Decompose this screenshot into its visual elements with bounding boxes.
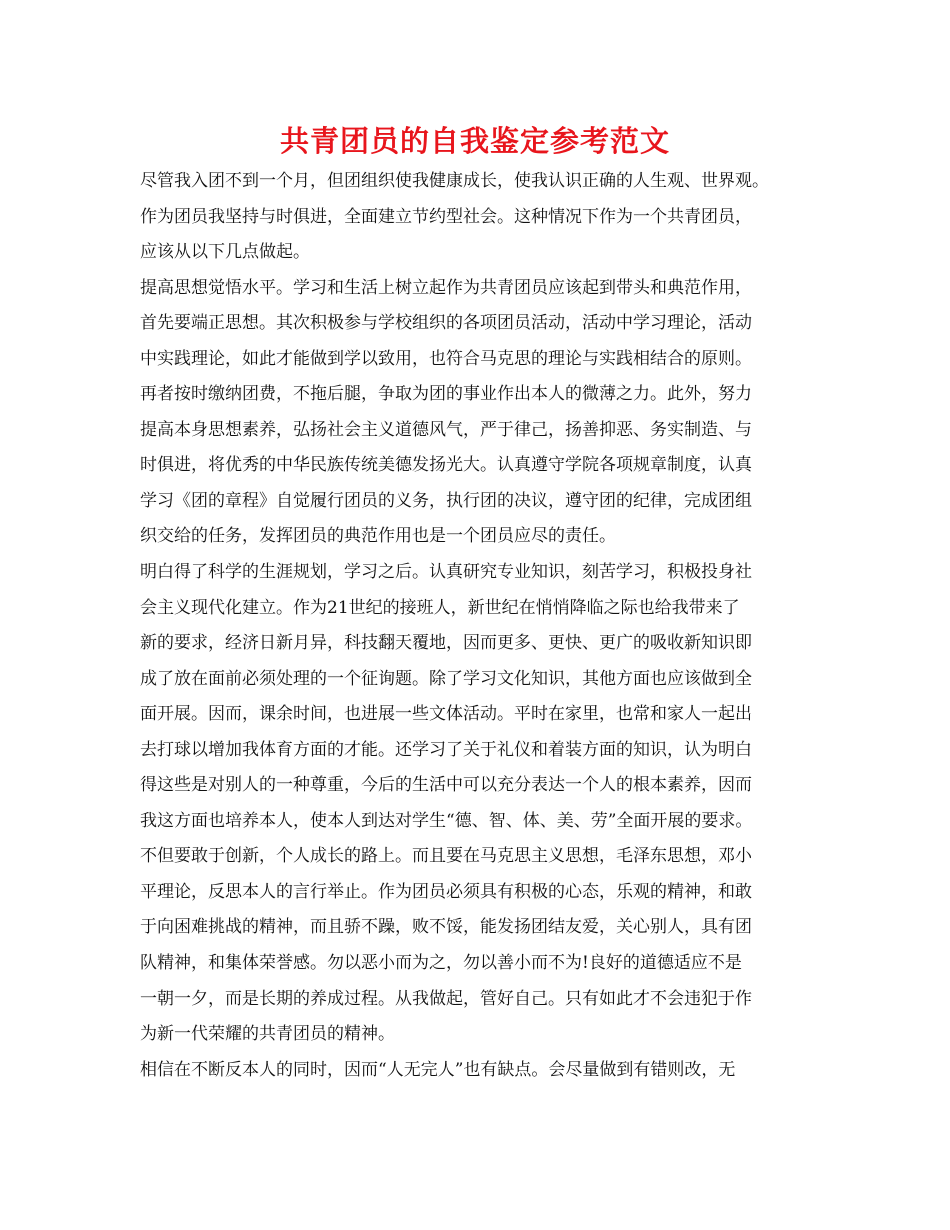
text-line: 首先要端正思想。其次积极参与学校组织的各项团员活动，活动中学习理论，活动 xyxy=(140,313,752,334)
text-line: 明白得了科学的生涯规划，学习之后。认真研究专业知识，刻苦学习，积极投身社 xyxy=(140,562,752,583)
text-line: 得这些是对别人的一种尊重，今后的生活中可以充分表达一个人的根本素养，因而 xyxy=(140,775,752,796)
text-line: 我这方面也培养本人，使本人到达对学生“德、智、体、美、劳”全面开展的要求。 xyxy=(140,810,753,831)
text-line: 相信在不断反本人的同时，因而“人无完人”也有缺点。会尽量做到有错则改，无 xyxy=(140,1059,736,1080)
text-line: 提高思想觉悟水平。学习和生活上树立起作为共青团员应该起到带头和典范作用， xyxy=(140,277,752,298)
text-line: 尽管我入团不到一个月，但团组织使我健康成长，使我认识正确的人生观、世界观。 xyxy=(140,171,769,191)
document-title: 共青团员的自我鉴定参考范文 xyxy=(279,124,670,158)
text-line: 面开展。因而，课余时间，也进展一些文体活动。平时在家里，也常和家人一起出 xyxy=(140,704,752,725)
text-line: 队精神，和集体荣誉感。勿以恶小而为之，勿以善小而不为!良好的道德适应不是 xyxy=(140,953,742,974)
text-line: 织交给的任务，发挥团员的典范作用也是一个团员应尽的责任。 xyxy=(140,526,616,547)
text-line: 学习《团的章程》自觉履行团员的义务，执行团的决议，遵守团的纪律，完成团组 xyxy=(140,490,752,511)
document-body xyxy=(140,164,830,1088)
text-line: 时俱进，将优秀的中华民族传统美德发扬光大。认真遵守学院各项规章制度，认真 xyxy=(140,455,752,476)
text-line: 应该从以下几点做起。 xyxy=(140,242,310,263)
text-line: 提高本身思想素养，弘扬社会主义道德风气，严于律己，扬善抑恶、务实制造、与 xyxy=(140,419,752,440)
text-line: 中实践理论，如此才能做到学以致用，也符合马克思的理论与实践相结合的原则。 xyxy=(140,348,752,369)
text-line: 一朝一夕，而是长期的养成过程。从我做起，管好自己。只有如此才不会违犯于作 xyxy=(140,988,752,1009)
text-line: 于向困难挑战的精神，而且骄不躁，败不馁，能发扬团结友爱，关心别人，具有团 xyxy=(140,917,752,938)
text-line: 新的要求，经济日新月异，科技翻天覆地，因而更多、更快、更广的吸收新知识即 xyxy=(140,633,752,654)
text-line: 平理论，反思本人的言行举止。作为团员必须具有积极的心态，乐观的精神，和敢 xyxy=(140,881,752,902)
text-line: 去打球以增加我体育方面的才能。还学习了关于礼仪和着装方面的知识，认为明白 xyxy=(140,739,752,760)
text-line: 为新一代荣耀的共青团员的精神。 xyxy=(140,1024,395,1045)
text-line: 作为团员我坚持与时俱进，全面建立节约型社会。这种情况下作为一个共青团员， xyxy=(140,206,752,227)
text-line: 会主义现代化建立。作为21世纪的接班人，新世纪在悄悄降临之际也给我带来了 xyxy=(140,597,740,618)
text-line: 不但要敢于创新，个人成长的路上。而且要在马克思主义思想，毛泽东思想，邓小 xyxy=(140,846,752,867)
text-line: 成了放在面前必须处理的一个征询题。除了学习文化知识，其他方面也应该做到全 xyxy=(140,668,752,689)
text-line: 再者按时缴纳团费，不拖后腿，争取为团的事业作出本人的微薄之力。此外，努力 xyxy=(140,384,752,405)
